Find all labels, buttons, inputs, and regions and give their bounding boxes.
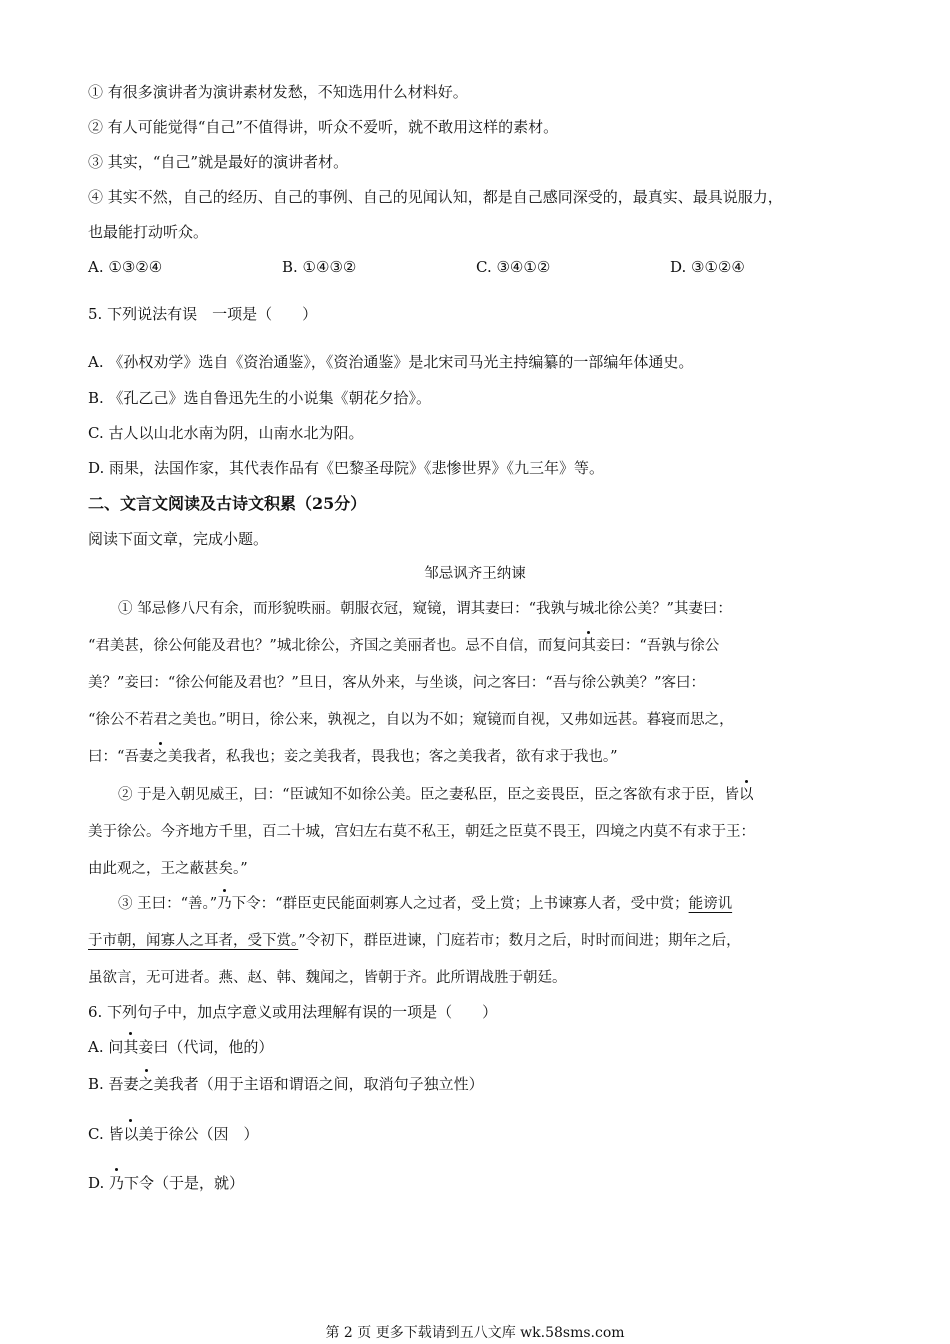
q5-option-a: A. 《孙权劝学》选自《资治通鉴》，《资治通鉴》是北宋司马光主持编纂的一部编年体通史。 xyxy=(88,353,694,371)
q6-option-d: D. 乃下令（于是，就） xyxy=(88,1174,245,1192)
sort-item-2: ② 有人可能觉得“自己”不值得讲，听众不爱听，就不敢用这样的素材。 xyxy=(88,118,559,136)
passage-p2-line1: ② 于是入朝见威王，曰：“臣诚知不如徐公美。臣之妻私臣，臣之妾畏臣，臣之客欲有求于臣，皆以 xyxy=(118,787,754,803)
sort-item-1: ① 有很多演讲者为演讲素材发愁，不知选用什么材料好。 xyxy=(88,83,468,101)
q5-option-b: B. 《孔乙己》选自鲁迅先生的小说集《朝花夕拾》。 xyxy=(88,389,432,407)
page-footer: 第 2 页 更多下载请到五八文库 wk.58sms.com xyxy=(325,1325,625,1341)
emphasis-dot-zhi: 之 xyxy=(153,749,168,765)
q6-option-c: C. 皆以美于徐公（因 ） xyxy=(88,1125,259,1143)
emphasis-dot-qi: 其 xyxy=(581,638,596,654)
emphasis-dot-d: 乃 xyxy=(109,1174,125,1192)
passage-title: 邹忌讽齐王纳谏 xyxy=(424,566,526,582)
sort-item-3: ③ 其实，“自己”就是最好的演讲者材。 xyxy=(88,153,349,171)
sort-item-4: ④ 其实不然，自己的经历、自己的事例、自己的见闻认知，都是自己感同深受的，最真实、最具说服力， xyxy=(88,188,783,206)
reading-instruction: 阅读下面文章，完成小题。 xyxy=(88,530,269,548)
q6-option-b: B. 吾妻之美我者（用于主语和谓语之间，取消句子独立性） xyxy=(88,1075,484,1093)
section-heading: 二、文言文阅读及古诗文积累（25分） xyxy=(88,494,367,513)
passage-p1-line1: ① 邹忌修八尺有余，而形貌昳丽。朝服衣冠，窥镜，谓其妻曰：“我孰与城北徐公美？”其妻曰： xyxy=(118,601,732,617)
emphasis-dot-b: 之 xyxy=(138,1075,154,1093)
q6-stem: 6. 下列句子中，加点字意义或用法理解有误的一项是（ ） xyxy=(88,1003,498,1021)
q4-option-a: A. ①③②④ xyxy=(88,258,163,276)
passage-p2-line3: 由此观之，王之蔽甚矣。” xyxy=(88,861,248,877)
underlined-sentence-part1: 能谤讥 xyxy=(688,896,733,912)
passage-p1-line5: 曰：“吾妻之美我者，私我也；妾之美我者，畏我也；客之美我者，欲有求于我也。” xyxy=(88,749,618,765)
q6-option-a: A. 问其妾曰（代词，他的） xyxy=(88,1038,274,1056)
passage-p1-line3: 美？”妾曰：“徐公何能及君也？”旦日，客从外来，与坐谈，问之客曰：“吾与徐公孰美？”客曰： xyxy=(88,675,706,691)
q5-option-d: D. 雨果，法国作家，其代表作品有《巴黎圣母院》《悲惨世界》《九三年》等。 xyxy=(88,459,605,477)
passage-p1-line4: “徐公不若君之美也。”明日，徐公来，孰视之，自以为不如；窥镜而自视，又弗如远甚。暮寝而思之， xyxy=(88,712,734,728)
emphasis-dot-c: 以 xyxy=(123,1125,139,1143)
q5-option-c: C. 古人以山北水南为阴，山南水北为阳。 xyxy=(88,424,364,442)
passage-p1-line2: “君美甚，徐公何能及君也？”城北徐公，齐国之美丽者也。忌不自信，而复问其妾曰：“吾孰与徐公 xyxy=(88,638,720,654)
q5-stem: 5. 下列说法有误 一项是（ ） xyxy=(88,305,318,323)
underlined-sentence-part2: 于市朝，闻寡人之耳者，受下赏。 xyxy=(88,933,299,949)
passage-p3-line3: 虽欲言，无可进者。燕、赵、韩、魏闻之，皆朝于齐。此所谓战胜于朝廷。 xyxy=(88,970,567,986)
emphasis-dot-a: 其 xyxy=(123,1038,139,1056)
q4-option-b: B. ①④③② xyxy=(282,258,357,276)
sort-item-4-cont: 也最能打动听众。 xyxy=(88,223,209,241)
passage-p3-line1: ③ 王曰：“善。”乃下令：“群臣吏民能面刺寡人之过者，受上赏；上书谏寡人者，受中赏；能谤讥 xyxy=(118,896,733,912)
emphasis-dot-yi: 以 xyxy=(739,787,754,803)
passage-p3-line2: 于市朝，闻寡人之耳者，受下赏。”令初下，群臣进谏，门庭若市；数月之后，时时而间进；期年之后， xyxy=(88,933,741,949)
q4-option-d: D. ③①②④ xyxy=(670,258,745,276)
emphasis-dot-nai: 乃 xyxy=(217,896,232,912)
q4-option-c: C. ③④①② xyxy=(476,258,551,276)
passage-p2-line2: 美于徐公。今齐地方千里，百二十城，宫妇左右莫不私王，朝廷之臣莫不畏王，四境之内莫不有求于王： xyxy=(88,824,755,840)
